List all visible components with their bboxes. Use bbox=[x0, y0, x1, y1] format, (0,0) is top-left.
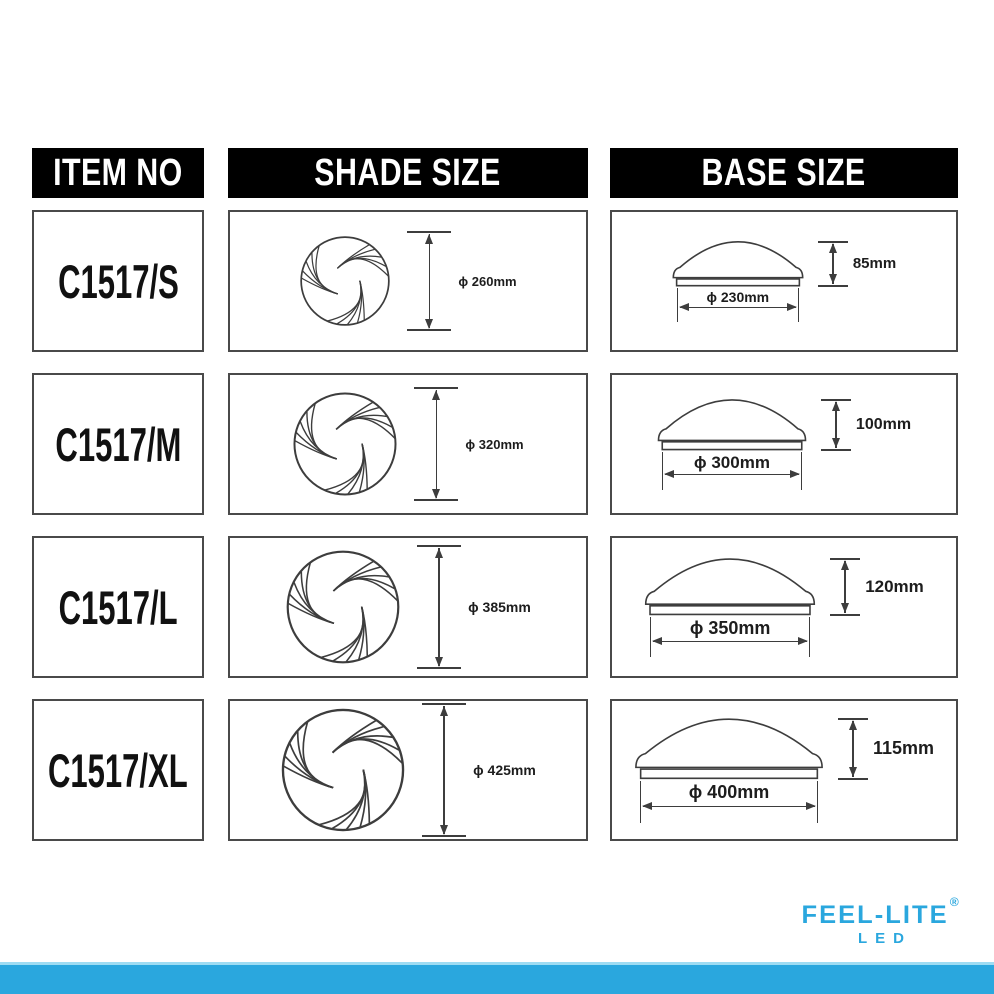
dim-arrow bbox=[829, 274, 837, 284]
shade-size-cell bbox=[228, 210, 588, 352]
dim-tick bbox=[417, 667, 461, 669]
lamp-shade-drawing bbox=[299, 235, 391, 327]
registered-mark: ® bbox=[950, 895, 962, 909]
base-diameter-label: ϕ 400mm bbox=[688, 781, 770, 802]
base-size-cell bbox=[610, 373, 958, 515]
base-diameter-label: ϕ 230mm bbox=[706, 288, 770, 305]
base-figure bbox=[657, 399, 911, 490]
item-no-cell bbox=[32, 373, 204, 515]
dim-arrow bbox=[435, 657, 443, 667]
base-drawing-column bbox=[657, 399, 807, 490]
shade-diameter-dimension-line bbox=[414, 387, 458, 501]
base-height-dimension-line bbox=[830, 558, 924, 616]
shade-size-cell bbox=[228, 536, 588, 678]
lamp-shade-drawing bbox=[292, 391, 398, 497]
base-height-dimension-line bbox=[818, 241, 896, 287]
header-item-no bbox=[32, 148, 204, 198]
dim-shaft bbox=[436, 390, 438, 498]
item-no-cell bbox=[32, 210, 204, 352]
base-width-dimension-line bbox=[662, 452, 802, 490]
shade-diameter-label: ϕ 320mm bbox=[465, 436, 524, 452]
dim-tick bbox=[407, 329, 451, 331]
shade-size-cell bbox=[228, 699, 588, 841]
dim-arrow bbox=[832, 438, 840, 448]
base-height-label: 115mm bbox=[872, 738, 935, 758]
base-diameter-label: ϕ 350mm bbox=[689, 617, 771, 638]
header-item-no-label: ITEM NO bbox=[53, 151, 183, 194]
dim-arrow bbox=[849, 720, 857, 730]
base-figure bbox=[644, 558, 924, 657]
brand-logo bbox=[796, 895, 966, 947]
lamp-base-drawing bbox=[657, 399, 807, 451]
dim-arrow bbox=[841, 603, 849, 613]
base-drawing-column bbox=[672, 241, 804, 322]
base-height-label: 85mm bbox=[852, 255, 897, 272]
brand-sub-label: LED bbox=[858, 930, 912, 947]
base-figure bbox=[672, 241, 896, 322]
base-drawing-column bbox=[644, 558, 816, 657]
item-no-cell bbox=[32, 699, 204, 841]
dim-tick bbox=[821, 449, 851, 451]
dim-tick bbox=[830, 614, 860, 616]
base-width-dimension-line bbox=[677, 288, 799, 322]
shade-diameter-dimension-line bbox=[422, 703, 466, 837]
base-size-cell bbox=[610, 210, 958, 352]
brand-name: FEEL-LITE® bbox=[801, 895, 962, 929]
dim-shaft bbox=[443, 706, 445, 834]
base-height-label: 100mm bbox=[855, 415, 912, 433]
base-drawing-column bbox=[634, 718, 824, 823]
lamp-shade-drawing bbox=[285, 549, 401, 665]
base-height-label: 120mm bbox=[865, 576, 924, 596]
lamp-base-drawing bbox=[672, 241, 804, 287]
height-arrow bbox=[830, 558, 860, 616]
item-number: C1517/S bbox=[57, 254, 179, 308]
base-height-dimension-line bbox=[838, 718, 934, 780]
base-height-dimension-line bbox=[821, 399, 911, 451]
base-width-dimension-line bbox=[640, 781, 818, 823]
shade-diameter-label: ϕ 260mm bbox=[458, 273, 517, 289]
dim-shaft bbox=[680, 307, 796, 309]
dim-arrow bbox=[832, 401, 840, 411]
lamp-shade-drawing bbox=[280, 707, 406, 833]
shade-size-cell bbox=[228, 373, 588, 515]
base-figure bbox=[634, 718, 934, 823]
base-size-cell bbox=[610, 699, 958, 841]
header-shade-size bbox=[228, 148, 588, 198]
dim-shaft bbox=[643, 806, 815, 808]
lamp-base-drawing bbox=[634, 718, 824, 780]
dim-arrow bbox=[829, 243, 837, 253]
lamp-base-drawing bbox=[644, 558, 816, 616]
dim-arrow bbox=[806, 802, 816, 810]
item-number: C1517/L bbox=[58, 580, 178, 634]
shade-diameter-dimension-line bbox=[407, 231, 451, 331]
dim-arrow bbox=[432, 390, 440, 400]
item-no-cell bbox=[32, 536, 204, 678]
dim-shaft bbox=[429, 234, 431, 328]
header-base-size-label: BASE SIZE bbox=[701, 151, 867, 194]
dim-arrow bbox=[841, 560, 849, 570]
height-arrow bbox=[818, 241, 848, 287]
item-number: C1517/M bbox=[55, 417, 181, 471]
dim-shaft bbox=[653, 641, 807, 643]
shade-diameter-label: ϕ 425mm bbox=[473, 762, 536, 778]
dim-tick bbox=[838, 778, 868, 780]
dim-arrow bbox=[849, 767, 857, 777]
dim-arrow bbox=[432, 489, 440, 499]
header-base-size bbox=[610, 148, 958, 198]
dim-shaft bbox=[665, 474, 799, 476]
height-arrow bbox=[821, 399, 851, 451]
base-width-dimension-line bbox=[650, 617, 810, 657]
shade-diameter-label: ϕ 385mm bbox=[468, 599, 531, 615]
height-arrow bbox=[838, 718, 868, 780]
dim-arrow bbox=[440, 825, 448, 835]
dim-arrow bbox=[425, 319, 433, 329]
header-shade-size-label: SHADE SIZE bbox=[314, 151, 502, 194]
base-size-cell bbox=[610, 536, 958, 678]
dim-tick bbox=[818, 285, 848, 287]
dim-tick bbox=[422, 835, 466, 837]
base-diameter-label: ϕ 300mm bbox=[693, 452, 770, 472]
bottom-accent-bar bbox=[0, 962, 994, 994]
dim-arrow bbox=[440, 706, 448, 716]
dim-arrow bbox=[425, 234, 433, 244]
item-number: C1517/XL bbox=[48, 743, 188, 797]
dim-arrow bbox=[642, 802, 652, 810]
dim-shaft bbox=[438, 548, 440, 666]
shade-diameter-dimension-line bbox=[417, 545, 461, 669]
dim-arrow bbox=[435, 548, 443, 558]
dim-tick bbox=[414, 499, 458, 501]
